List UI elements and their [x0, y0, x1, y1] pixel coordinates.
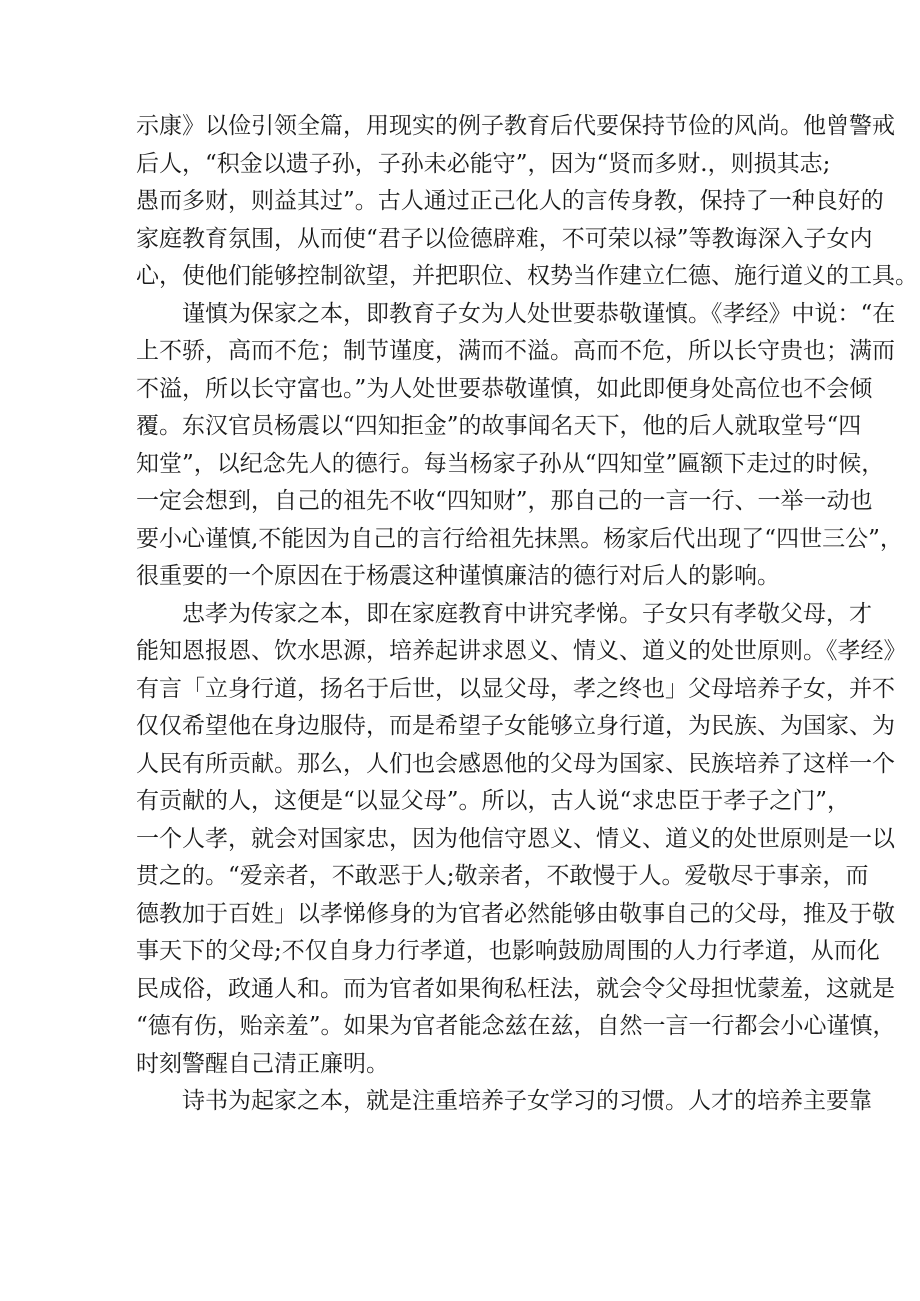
- text-line: 不溢，所以长守富也。”为人处世要恭敬谨慎，如此即便身处高位也不会倾: [136, 375, 873, 402]
- text-line: 上不骄，高而不危；制节谨度，满而不溢。高而不危，所以长守贵也；满而: [136, 338, 895, 364]
- text-line: 诗书为起家之本，就是注重培养子女学习的习惯。人才的培养主要靠: [182, 1088, 872, 1114]
- text-line: 忠孝为传家之本，即在家庭教育中讲究孝悌。子女只有孝敬父母，才: [182, 600, 872, 627]
- text-line: 能知恩报恩、饮水思源，培养起讲求恩义、情义、道义的处世原则。《孝经》: [136, 638, 907, 664]
- text-line: 仅仅希望他在身边服侍，而是希望子女能够立身行道，为民族、为国家、为: [136, 713, 895, 739]
- text-line: 一定会想到，自己的祖先不收“四知财”，那自己的一言一行、一举一动也: [136, 488, 873, 514]
- paragraph: [136, 1083, 872, 1121]
- text-line: 事天下的父母;不仅自身力行孝道，也影响鼓励周围的人力行孝道，从而化: [136, 938, 880, 964]
- text-line: 后人，“积金以遗子孙，子孙未必能守”，因为“贤而多财.，则损其志;: [136, 150, 831, 177]
- text-line: 很重要的一个原因在于杨震这种谨慎廉洁的德行对后人的影响。: [136, 563, 780, 589]
- body-text: [136, 108, 918, 1121]
- text-line: 贯之的。“爱亲者，不敢恶于人;敬亲者，不敢慢于人。爱敬尽于事亲，而: [136, 863, 869, 889]
- paragraph: [136, 108, 918, 296]
- text-line: 要小心谨慎,不能因为自己的言行给祖先抹黑。杨家后代出现了“四世三公”，: [136, 525, 903, 552]
- text-line: 一个人孝，就会对国家忠，因为他信守恩义、情义、道义的处世原则是一以: [136, 825, 895, 852]
- text-line: 人民有所贡献。那么，人们也会感恩他的父母为国家、民族培养了这样一个: [136, 750, 895, 777]
- text-line: 知堂”，以纪念先人的德行。每当杨家子孙从“四知堂”匾额下走过的时候，: [136, 450, 885, 477]
- text-line: “德有伤，贻亲羞”。如果为官者能念兹在兹，自然一言一行都会小心谨慎，: [136, 1013, 896, 1039]
- text-line: 有贡献的人，这便是“以显父母”。所以，古人说“求忠臣于孝子之门”，: [136, 788, 851, 814]
- text-line: 示康》以俭引领全篇，用现实的例子教育后代要保持节俭的风尚。他曾警戒: [136, 113, 895, 139]
- text-line: 民成俗，政通人和。而为官者如果徇私枉法，就会令父母担忧蒙羞，这就是: [136, 975, 895, 1002]
- text-line: 时刻警醒自己清正廉明。: [136, 1050, 389, 1077]
- text-line: 愚而多财，则益其过”。古人通过正己化人的言传身教，保持了一种良好的: [136, 188, 884, 214]
- text-line: 覆。东汉官员杨震以“四知拒金”的故事闻名天下，他的后人就取堂号“四: [136, 413, 862, 439]
- text-line: 有言「立身行道，扬名于后世，以显父母，孝之终也」父母培养子女，并不: [136, 675, 895, 702]
- paragraph: [136, 296, 903, 596]
- text-line: 谨慎为保家之本，即教育子女为人处世要恭敬谨慎。《孝经》中说：“在: [182, 300, 896, 327]
- text-line: 德教加于百姓」以孝悌修身的为官者必然能够由敬事自己的父母，推及于敬: [136, 900, 895, 927]
- text-line: 心，使他们能够控制欲望，并把职位、权势当作建立仁德、施行道义的工具。: [136, 263, 918, 289]
- paragraph: [136, 596, 907, 1084]
- text-line: 家庭教育氛围，从而使“君子以俭德辟难，不可荣以禄”等教诲深入子女内: [136, 225, 873, 252]
